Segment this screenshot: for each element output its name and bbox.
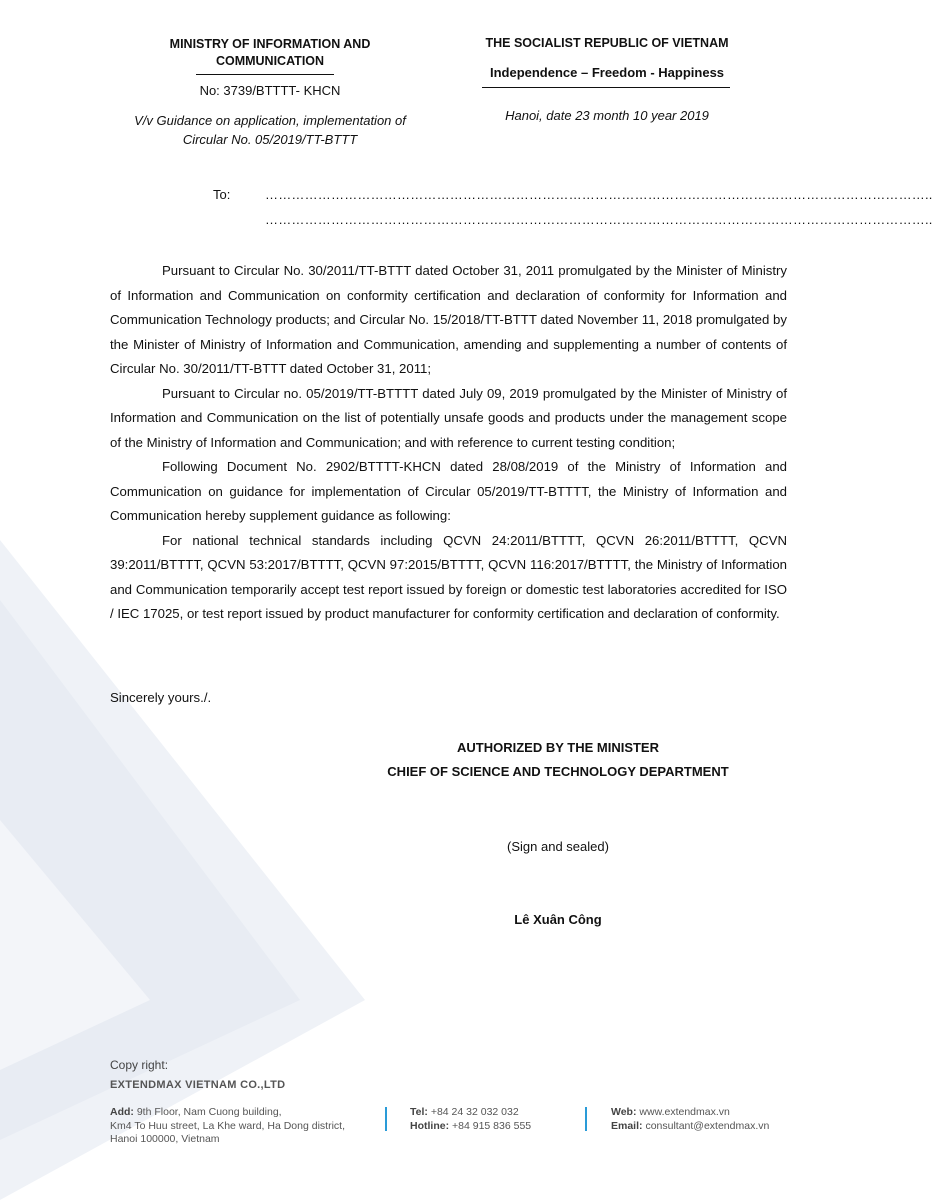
email-label: Email:: [611, 1119, 643, 1132]
address-line-2: Km4 To Huu street, La Khe ward, Ha Dong district,: [110, 1119, 345, 1132]
email-link[interactable]: consultant@extendmax.vn: [645, 1119, 770, 1132]
signature-title-1: AUTHORIZED BY THE MINISTER: [457, 740, 659, 755]
footer-address: [110, 1106, 380, 1147]
company-name: EXTENDMAX VIETNAM CO.,LTD: [110, 1079, 286, 1091]
recipient-label: To:: [213, 187, 231, 202]
footer-web: [611, 1106, 811, 1133]
copyright-label: Copy right:: [110, 1058, 169, 1072]
republic-name: THE SOCIALIST REPUBLIC OF VIETNAM: [485, 36, 729, 50]
paragraph-3: Following Document No. 2902/BTTTT-KHCN dated 28/08/2019 of the Ministry of Information and Communication on guidance for implementation of Circular 05/2019/TT-BTTTT, the Ministry of Information and Communication hereby supplement guidance as following:: [110, 459, 787, 523]
tel-value: +84 24 32 032 032: [430, 1106, 519, 1118]
footer-phone: [410, 1106, 580, 1133]
web-link[interactable]: www.extendmax.vn: [639, 1106, 730, 1118]
signature-note: (Sign and sealed): [507, 839, 609, 854]
recipient-line-2: ……………………………………………………………………………………………………………………………………..: [265, 212, 933, 227]
letter-body: [110, 259, 787, 627]
signer-name: Lê Xuân Công: [514, 912, 602, 927]
footer-separator: [585, 1107, 587, 1131]
paragraph-1: Pursuant to Circular No. 30/2011/TT-BTTT dated October 31, 2011 promulgated by the Minister of Ministry of Information and Communication on conformity certification and declaration of conformity for Information and Communication Technology products; and Circular No. 15/2018/TT-BTTT dated November 11, 2018 promulgated by the Minister of Ministry of Information and Communication, amending and supplementing a number of contents of Circular No. 30/2011/TT-BTTT dated October 31, 2011;: [110, 263, 787, 376]
address-line-3: Hanoi 100000, Vietnam: [110, 1133, 220, 1145]
ministry-underline: [196, 74, 334, 75]
web-label: Web:: [611, 1106, 637, 1118]
closing: Sincerely yours./.: [110, 690, 212, 705]
national-motto: Independence – Freedom - Happiness: [489, 65, 725, 80]
hotline-value: +84 915 836 555: [452, 1119, 532, 1132]
document-number: No: 3739/BTTTT- KHCN: [199, 83, 341, 98]
document-subject: V/v Guidance on application, implementation of Circular No. 05/2019/TT-BTTT: [134, 113, 406, 147]
paragraph-2: Pursuant to Circular no. 05/2019/TT-BTTTT dated July 09, 2019 promulgated by the Minister of Ministry of Information and Communication on the list of potentially unsafe goods and products under the management scope of the Ministry of Information and Communication; and with reference to current testing condition;: [110, 385, 787, 450]
footer-separator: [385, 1107, 387, 1131]
address-line-1: 9th Floor, Nam Cuong building,: [136, 1106, 282, 1118]
recipient-line-1: ……………………………………………………………………………………………………………………………………..: [265, 187, 933, 202]
date-line: Hanoi, date 23 month 10 year 2019: [505, 108, 709, 123]
motto-underline: [482, 87, 730, 88]
address-label: Add:: [110, 1106, 134, 1118]
paragraph-4: For national technical standards including QCVN 24:2011/BTTTT, QCVN 26:2011/BTTTT, QCVN 39:2011/BTTTT, QCVN 53:2017/BTTTT, QCVN 97:2015/BTTTT, QCVN 116:2017/BTTTT, the Ministry of Information and Communication temporarily accept test report issued by foreign or domestic test laboratories accredited for ISO / IEC 17025, or test report issued by product manufacturer for conformity certification and declaration of conformity.: [110, 532, 787, 621]
tel-label: Tel:: [410, 1106, 428, 1118]
signature-title-2: CHIEF OF SCIENCE AND TECHNOLOGY DEPARTMENT: [387, 764, 729, 779]
hotline-label: Hotline:: [410, 1119, 450, 1132]
ministry-name: MINISTRY OF INFORMATION AND COMMUNICATION: [169, 37, 371, 68]
